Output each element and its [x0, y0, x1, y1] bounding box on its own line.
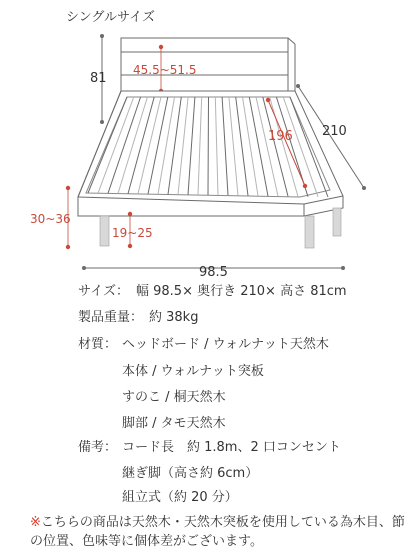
length-label: 210	[322, 124, 347, 139]
spec-value-assembly: 組立式（約 20 分）	[122, 490, 238, 505]
disclaimer-note	[30, 513, 405, 551]
spec-value-legs: 脚部 / タモ天然木	[122, 416, 226, 431]
spec-label-weight: 製品重量：	[78, 310, 144, 325]
leg-front-right	[305, 216, 314, 248]
spec-value-size: 幅 98.5× 奥行き 210× 高さ 81cm	[136, 284, 347, 299]
leg-height-label: 19~25	[112, 226, 153, 240]
spec-value-body: 本体 / ウォルナット突板	[122, 364, 264, 379]
mattress-length-label: 196	[268, 129, 293, 144]
width-label: 98.5	[199, 265, 228, 280]
slat-line	[208, 97, 209, 195]
headboard-height-label: 81	[90, 71, 107, 86]
outlet-height-label: 45.5~51.5	[133, 63, 197, 77]
slat-height-label: 30~36	[30, 212, 71, 226]
leg-back-right	[333, 208, 341, 236]
size-title: シングルサイズ	[66, 10, 155, 25]
spec-label-material: 材質：	[78, 337, 118, 352]
leg-front-left	[100, 216, 109, 246]
spec-label-size: サイズ：	[78, 284, 129, 299]
spec-label-remarks: 備考：	[78, 440, 118, 455]
spec-value-headboard: ヘッドボード / ウォルナット天然木	[122, 337, 329, 352]
spec-value-weight: 約 38kg	[149, 310, 199, 325]
spec-value-extension-legs: 継ぎ脚（高さ約 6cm）	[122, 466, 259, 481]
spec-value-slats: すのこ / 桐天然木	[122, 390, 226, 405]
note-mark: ※	[30, 515, 41, 530]
note-text: こちらの商品は天然木・天然木突板を使用している為木目、節の位置、色味等に個体差がございます。	[30, 515, 405, 549]
spec-value-cord: コード長 約 1.8m、2 口コンセント	[122, 440, 341, 455]
